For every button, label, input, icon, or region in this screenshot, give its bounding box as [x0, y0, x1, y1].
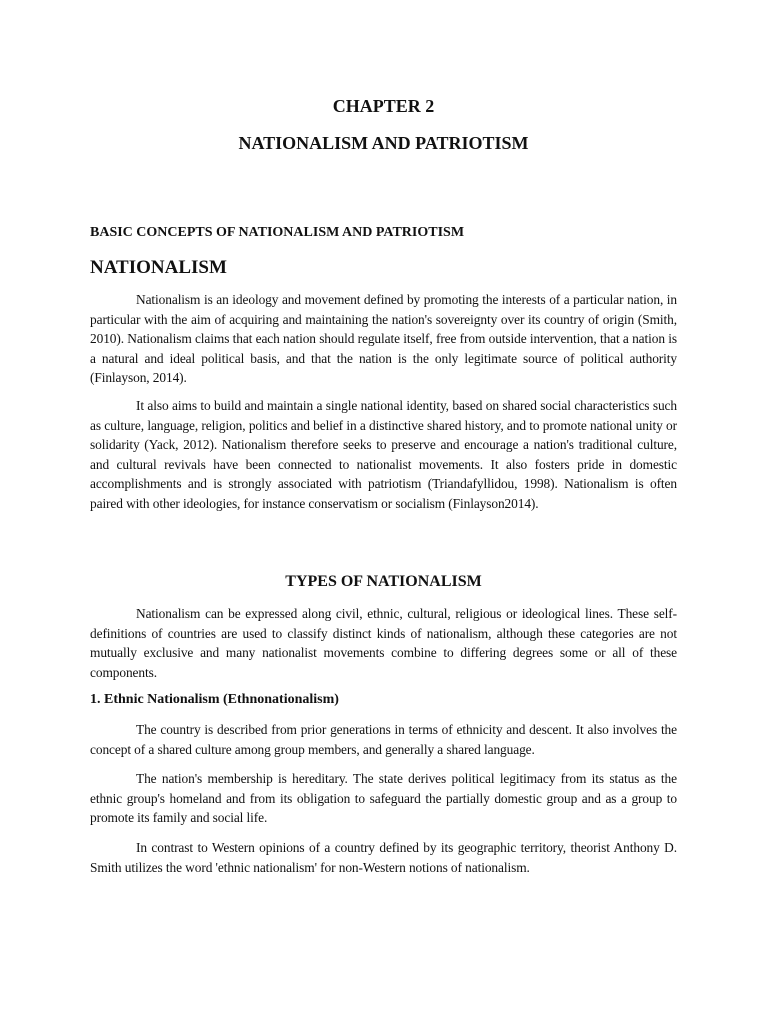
ethnic-paragraph-1: The country is described from prior generations in terms of ethnicity and descent. It also involves the concept of a shared culture among group members, and generally a shared language. — [90, 722, 677, 757]
section-title: BASIC CONCEPTS OF NATIONALISM AND PATRIOTISM — [90, 225, 465, 240]
ethnic-heading: 1. Ethnic Nationalism (Ethnonationalism) — [90, 692, 339, 707]
nationalism-paragraph-2: It also aims to build and maintain a single national identity, based on shared social characteristics such as culture, language, religion, politics and belief in a distinctive shared history, and to promote national unity or solidarity (Yack, 2012). Nationalism therefore seeks to preserve and encourage a nation's traditional culture, and cultural revivals have been connected to nationalist movements. It also fosters pride in domestic accomplishments and is strongly associated with patriotism (Triandafyllidou, 1998). Nationalism is often paired with other ideologies, for instance conservatism or socialism (Finlayson2014). — [90, 398, 677, 511]
document-page — [90, 0, 677, 1024]
types-heading: TYPES OF NATIONALISM — [285, 573, 482, 590]
ethnic-paragraph-3: In contrast to Western opinions of a country defined by its geographic territory, theorist Anthony D. Smith utilizes the word 'ethnic nationalism' for non-Western notions of nationalism. — [90, 840, 677, 875]
types-paragraph: Nationalism can be expressed along civil, ethnic, cultural, religious or ideological lines. These self-definitions of countries are used to classify distinct kinds of nationalism, although these categories are not mutually exclusive and many nationalist movements combine to differing degrees some or all of these components. — [90, 606, 677, 680]
chapter-title: NATIONALISM AND PATRIOTISM — [238, 133, 529, 153]
chapter-label: CHAPTER 2 — [332, 96, 435, 116]
nationalism-paragraph-1: Nationalism is an ideology and movement defined by promoting the interests of a particular nation, in particular with the aim of acquiring and maintaining the nation's sovereignty over its country of origin (Smith, 2010). Nationalism claims that each nation should regulate itself, free from outside intervention, that a nation is a natural and ideal political basis, and that the nation is the only legitimate source of political authority (Finlayson, 2014). — [90, 292, 677, 386]
nationalism-heading: NATIONALISM — [90, 257, 227, 278]
ethnic-paragraph-2: The nation's membership is hereditary. The state derives political legitimacy from its status as the ethnic group's homeland and from its obligation to safeguard the partially domestic group and as a group to promote its family and social life. — [90, 771, 677, 826]
